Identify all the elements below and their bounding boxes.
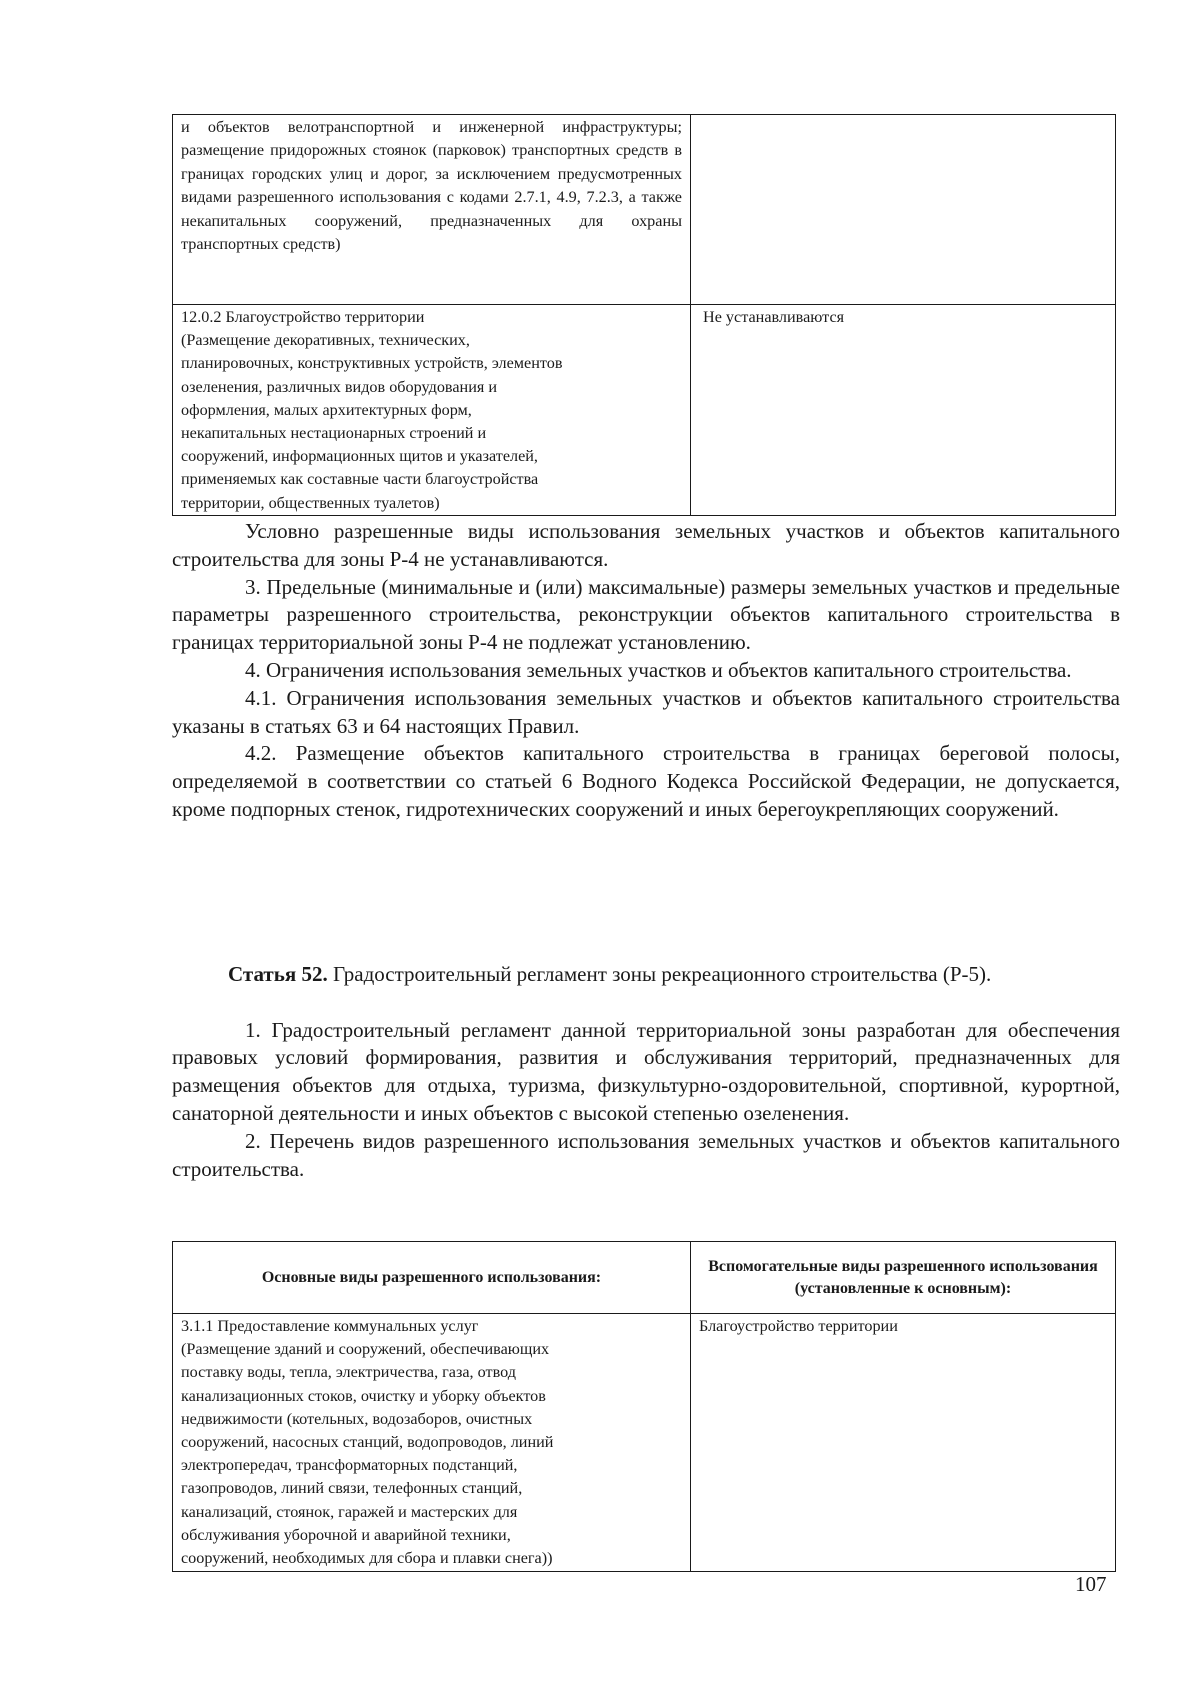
cell-line: поставку воды, тепла, электричества, газа, отвод: [181, 1363, 517, 1382]
cell-text: и объектов велотранспортной и инженерной инфраструктуры; размещение придорожных стоянок (парковок) транспортных средств в границах городских улиц и дорог, за исключением предусмотренных видами разрешенного использования с кодами 2.7.1, 4.9, 7.2.3, а также некапитальных сооружений, предназначенных для охраны транспортных средств): [181, 118, 682, 254]
cell-line: планировочных, конструктивных устройств, элементов: [181, 354, 563, 373]
cell-line: канализаций, стоянок, гаражей и мастерских для: [181, 1502, 518, 1521]
paragraph: 2. Перечень видов разрешенного использования земельных участков и объектов капитального строительства.: [172, 1128, 1120, 1181]
section-text-p4: [172, 518, 1120, 824]
table-row: [173, 1314, 1116, 1572]
table-cell: [691, 115, 1116, 305]
paragraph: 4.1. Ограничения использования земельных участков и объектов капитального строительства указаны в статьях 63 и 64 настоящих Правил.: [172, 685, 1120, 738]
cell-text: Благоустройство территории: [699, 1317, 898, 1335]
cell-line: сооружений, информационных щитов и указателей,: [181, 447, 538, 466]
table-row: [173, 115, 1116, 305]
cell-text-block: [173, 1314, 690, 1571]
column-header: Вспомогательные виды разрешенного использования (установленные к основным):: [691, 1242, 1116, 1314]
cell-line: (Размещение декоративных, технических,: [181, 331, 470, 350]
cell-line: обслуживания уборочной и аварийной техники,: [181, 1525, 511, 1544]
spacer: [172, 989, 1120, 1017]
cell-line: электропередач, трансформаторных подстанций,: [181, 1456, 518, 1475]
table-cell: [691, 1314, 1116, 1572]
table-cell: [173, 115, 691, 305]
paragraph: Условно разрешенные виды использования земельных участков и объектов капитального строительства для зоны Р-4 не устанавливаются.: [172, 519, 1120, 571]
cell-line: недвижимости (котельных, водозаборов, очистных: [181, 1409, 533, 1428]
cell-line: территории, общественных туалетов): [181, 493, 440, 512]
cell-text: [691, 115, 1115, 116]
paragraph: 3. Предельные (минимальные и (или) максимальные) размеры земельных участков и предельные параметры разрешенного строительства, реконструкции объектов капитального строительства в границах территориальной зоны Р-4 не подлежат установлению.: [172, 574, 1120, 655]
cell-line: сооружений, необходимых для сбора и плавки снега)): [181, 1549, 553, 1568]
article-heading: [172, 961, 1120, 989]
paragraph: 1. Градостроительный регламент данной территориальной зоны разработан для обеспечения правовых условий формирования, развития и обслуживания территорий, предназначенных для размещения объектов для отдыха, туризма, физкультурно-оздоровительной, спортивной, курортной, санаторной деятельности и иных объектов с высокой степенью озеленения.: [172, 1017, 1120, 1125]
cell-line: канализационных стоков, очистку и уборку объектов: [181, 1386, 546, 1405]
cell-text: Не устанавливаются: [703, 308, 845, 326]
cell-line: некапитальных нестационарных строений и: [181, 424, 487, 443]
cell-line: применяемых как составные части благоустройства: [181, 470, 539, 489]
cell-line: 12.0.2 Благоустройство территории: [181, 308, 425, 326]
table-cell: [691, 305, 1116, 516]
column-header: Основные виды разрешенного использования:: [173, 1242, 691, 1314]
article-title: Градостроительный регламент зоны рекреационного строительства (Р-5).: [332, 962, 992, 986]
section-text-p5: [172, 961, 1120, 1183]
table-header-row: [173, 1242, 1116, 1314]
cell-line: 3.1.1 Предоставление коммунальных услуг: [181, 1317, 479, 1335]
article-label: Статья 52.: [228, 962, 328, 986]
table-cell: [173, 1314, 691, 1572]
permitted-use-table-bottom: [172, 1241, 1116, 1572]
paragraph: 4.2. Размещение объектов капитального строительства в границах береговой полосы, определяемой в соответствии со статьей 6 Водного Кодекса Российской Федерации, не допускается, кроме подпорных стенок, гидротехнических сооружений и иных берегоукрепляющих сооружений.: [172, 741, 1120, 821]
cell-line: (Размещение зданий и сооружений, обеспечивающих: [181, 1340, 550, 1359]
cell-line: оформления, малых архитектурных форм,: [181, 400, 472, 419]
permitted-use-table-top: [172, 114, 1116, 516]
table-cell: [173, 305, 691, 516]
table-row: [173, 305, 1116, 516]
cell-text-block: [173, 305, 690, 515]
page-number: 107: [1075, 1572, 1107, 1596]
paragraph: 4. Ограничения использования земельных участков и объектов капитального строительства.: [245, 657, 1072, 682]
cell-line: сооружений, насосных станций, водопроводов, линий: [181, 1433, 554, 1452]
cell-line: озеленения, различных видов оборудования и: [181, 377, 498, 396]
cell-line: газопроводов, линий связи, телефонных станций,: [181, 1479, 523, 1498]
